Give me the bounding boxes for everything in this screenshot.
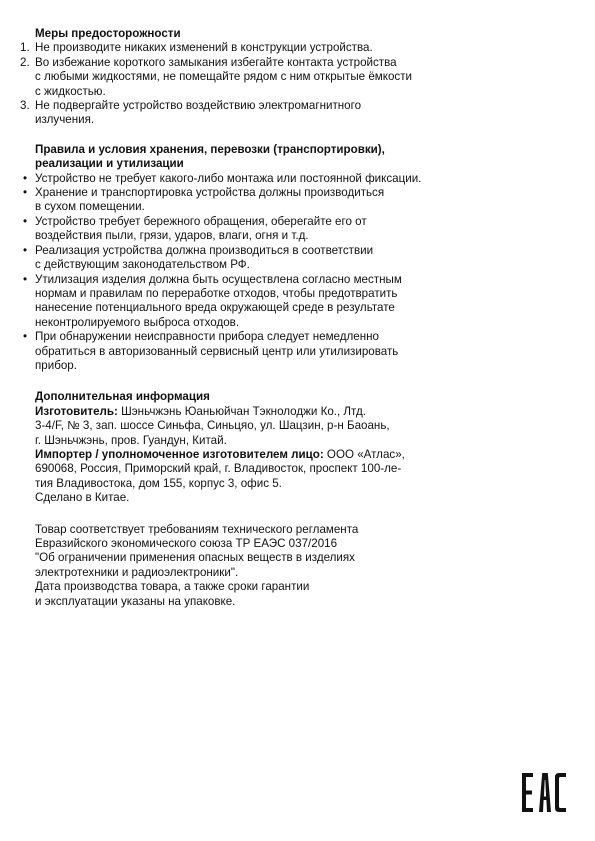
- item-line: Утилизация изделия должна быть осуществлена согласно местным: [35, 272, 402, 286]
- importer-first-line: [35, 448, 565, 462]
- importer-label: Импортер / уполномоченное изготовителем лицо:: [35, 447, 324, 461]
- item-line: Не подвергайте устройство воздействию электромагнитного: [35, 99, 362, 113]
- storage-section: [20, 143, 565, 374]
- storage-item: [20, 273, 565, 331]
- item-line: неконтролируемого выброса отходов.: [35, 315, 240, 329]
- precautions-title: Меры предосторожности: [35, 27, 181, 40]
- made-in: Сделано в Китае.: [35, 491, 130, 505]
- item-number: 1.: [20, 41, 30, 55]
- item-number: 3.: [20, 99, 30, 113]
- manufacturer-label: Изготовитель:: [35, 404, 118, 418]
- compliance-line: Евразийского экономического союза ТР ЕАЭС 037/2016: [35, 537, 338, 550]
- bullet-icon: •: [23, 272, 28, 286]
- item-line: Во избежание короткого замыкания избегайте контакта устройства: [35, 55, 397, 69]
- importer-address-line: 690068, Россия, Приморский край, г. Владивосток, проспект 100-ле-: [35, 462, 402, 476]
- storage-list: [20, 172, 565, 374]
- precaution-item: [20, 56, 565, 99]
- storage-item: [20, 244, 565, 273]
- title-line: Правила и условия хранения, перевозки (транспортировки),: [35, 142, 385, 156]
- item-line: Устройство требует бережного обращения, оберегайте его от: [35, 214, 367, 228]
- bullet-icon: •: [23, 214, 28, 228]
- precautions-list: [20, 41, 565, 127]
- item-line: Устройство не требует какого-либо монтажа или постоянной фиксации.: [35, 171, 422, 185]
- precaution-item: [20, 99, 565, 128]
- precaution-item: [20, 41, 565, 55]
- section-spacer: [20, 128, 565, 143]
- storage-title: [20, 143, 565, 172]
- storage-item: [20, 172, 565, 186]
- item-line: с любыми жидкостями, не помещайте рядом с ним открытые ёмкости: [35, 70, 412, 84]
- document: [20, 27, 565, 609]
- item-line: При обнаружении неисправности прибора следует немедленно: [35, 330, 379, 344]
- storage-item: [20, 186, 565, 215]
- compliance-section: [20, 523, 565, 609]
- section-spacer: [20, 506, 565, 523]
- manufacturer-first-line: [35, 405, 565, 419]
- item-line: Не производите никаких изменений в конструкции устройства.: [35, 41, 373, 55]
- item-line: Реализация устройства должна производиться в соответствии: [35, 243, 374, 257]
- item-line: воздействия пыли, грязи, ударов, влаги, огня и т.д.: [35, 229, 309, 243]
- bullet-icon: •: [23, 330, 28, 344]
- item-line: прибор.: [35, 358, 77, 372]
- section-spacer: [20, 373, 565, 390]
- bullet-icon: •: [23, 171, 28, 185]
- bullet-icon: •: [23, 243, 28, 257]
- bullet-icon: •: [23, 186, 28, 200]
- item-line: нанесение потенциального вреда окружающей среде в результате: [35, 301, 395, 315]
- item-line: обратиться в авторизованный сервисный центр или утилизировать: [35, 344, 399, 358]
- item-line: нормам и правилам по переработке отходов, чтобы предотвратить: [35, 286, 398, 300]
- title-line: реализации и утилизации: [35, 157, 184, 171]
- compliance-line: Дата производства товара, а также сроки гарантии: [35, 580, 310, 594]
- importer-block: [20, 448, 565, 506]
- compliance-line: "Об ограничении применения опасных веществ в изделиях: [35, 551, 355, 565]
- additional-title: Дополнительная информация: [35, 390, 210, 404]
- compliance-line: и эксплуатации указаны на упаковке.: [35, 594, 236, 608]
- storage-item: [20, 215, 565, 244]
- manufacturer-address-line: г. Шэньчжэнь, пров. Гуандун, Китай.: [35, 433, 227, 447]
- importer-address-line: тия Владивостока, дом 155, корпус 3, офис 5.: [35, 476, 282, 490]
- item-line: с действующим законодательством РФ.: [35, 258, 250, 272]
- manufacturer-address-line: 3-4/F, № 3, зап. шоссе Синьфа, Синьцяо, ул. Шацзин, р-н Баоань,: [35, 419, 390, 433]
- precautions-section: [20, 27, 565, 128]
- importer-name: ООО «Атлас»,: [323, 447, 405, 461]
- item-number: 2.: [20, 55, 30, 69]
- item-line: в сухом помещении.: [35, 200, 145, 214]
- manufacturer-block: [20, 405, 565, 448]
- item-line: с жидкостью.: [35, 84, 106, 98]
- additional-section: [20, 390, 565, 505]
- storage-item: [20, 330, 565, 373]
- compliance-line: электротехники и радиоэлектроники".: [35, 565, 239, 579]
- eac-mark-icon: [522, 773, 566, 812]
- compliance-line: Товар соответствует требованиям технического регламента: [35, 522, 359, 536]
- item-line: Хранение и транспортировка устройства должны производиться: [35, 186, 385, 200]
- manufacturer-name: Шэньчжэнь Юаньюйчан Тэкнолоджи Ко., Лтд.: [117, 404, 366, 418]
- item-line: излучения.: [35, 113, 95, 127]
